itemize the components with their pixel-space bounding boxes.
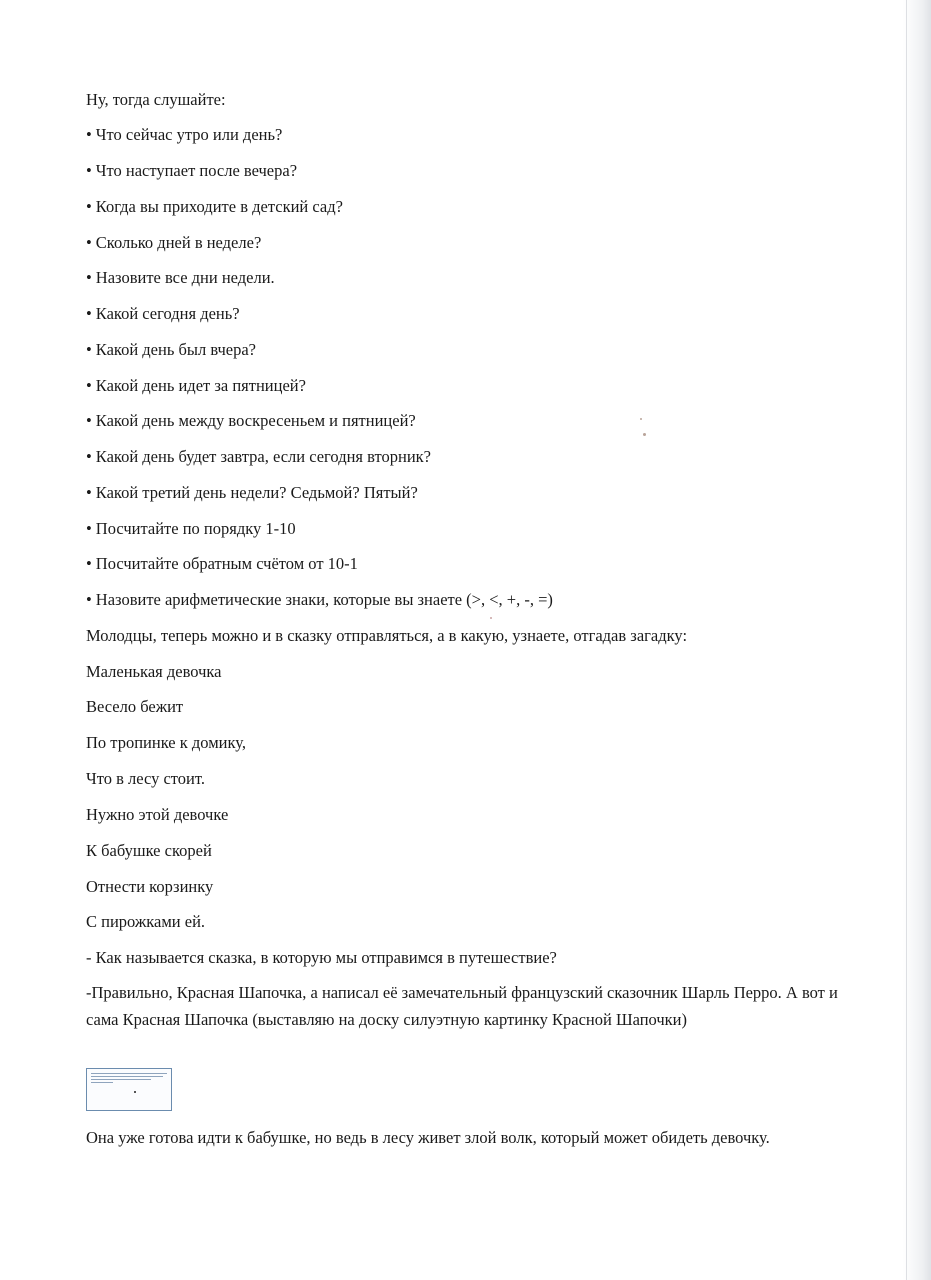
question-item xyxy=(86,590,553,610)
question-item xyxy=(86,304,240,324)
thumbnail-text-line xyxy=(91,1082,113,1083)
riddle-line: Что в лесу стоит. xyxy=(86,769,205,788)
bullet-marker: • xyxy=(86,340,92,359)
riddle-line: К бабушке скорей xyxy=(86,841,212,860)
question-item xyxy=(86,233,261,253)
scan-speck xyxy=(640,418,642,420)
riddle-line: Нужно этой девочке xyxy=(86,805,229,824)
question-item xyxy=(86,554,358,574)
question-item xyxy=(86,125,282,145)
closing-paragraph: Она уже готова идти к бабушке, но ведь в лесу живет злой волк, который может обидеть девочку. xyxy=(86,1128,770,1147)
thumbnail-dot xyxy=(134,1091,136,1093)
bullet-marker: • xyxy=(86,161,92,180)
question-item xyxy=(86,447,431,467)
page-edge-line xyxy=(906,0,907,1280)
thumbnail-text-line xyxy=(91,1079,151,1080)
question-text: Назовите все дни недели. xyxy=(95,268,275,287)
question-text: Какой день идет за пятницей? xyxy=(95,376,306,395)
bullet-marker: • xyxy=(86,376,92,395)
embedded-image-thumbnail xyxy=(86,1068,172,1111)
thumbnail-text-line xyxy=(91,1076,163,1077)
question-line: - Как называется сказка, в которую мы отправимся в путешествие? xyxy=(86,948,557,967)
question-text: Что наступает после вечера? xyxy=(95,161,298,180)
bullet-marker: • xyxy=(86,197,92,216)
bullet-marker: • xyxy=(86,590,92,609)
bullet-marker: • xyxy=(86,304,92,323)
question-text: Какой сегодня день? xyxy=(95,304,240,323)
question-text: Какой день был вчера? xyxy=(95,340,256,359)
scan-speck xyxy=(490,617,492,619)
scan-speck xyxy=(643,433,646,436)
question-item xyxy=(86,268,275,288)
question-text: Что сейчас утро или день? xyxy=(95,125,283,144)
question-item xyxy=(86,483,418,503)
riddle-line: Отнести корзинку xyxy=(86,877,214,896)
riddle-intro: Молодцы, теперь можно и в сказку отправляться, а в какую, узнаете, отгадав загадку: xyxy=(86,626,688,645)
riddle-line: Весело бежит xyxy=(86,697,184,716)
bullet-marker: • xyxy=(86,125,92,144)
question-item xyxy=(86,411,416,431)
riddle-line: Маленькая девочка xyxy=(86,662,222,681)
bullet-marker: • xyxy=(86,411,92,430)
bullet-marker: • xyxy=(86,483,92,502)
question-item xyxy=(86,519,296,539)
question-text: Какой день между воскресеньем и пятницей? xyxy=(95,411,416,430)
question-item xyxy=(86,161,297,181)
bullet-marker: • xyxy=(86,268,92,287)
bullet-marker: • xyxy=(86,233,92,252)
question-item xyxy=(86,376,306,396)
bullet-marker: • xyxy=(86,554,92,573)
page-edge-shadow xyxy=(903,0,931,1280)
question-text: Сколько дней в неделе? xyxy=(95,233,262,252)
bullet-marker: • xyxy=(86,447,92,466)
question-text: Посчитайте по порядку 1-10 xyxy=(95,519,296,538)
answer-paragraph: -Правильно, Красная Шапочка, а написал её замечательный французский сказочник Шарль Перро. А вот и сама Красная Шапочка (выставляю на доску силуэтную картинку Красной Шапочки) xyxy=(86,983,838,1029)
intro-line: Ну, тогда слушайте: xyxy=(86,90,226,109)
question-text: Какой день будет завтра, если сегодня вторник? xyxy=(95,447,432,466)
thumbnail-text-line xyxy=(91,1073,167,1074)
question-text: Назовите арифметические знаки, которые вы знаете (>, <, +, -, =) xyxy=(95,590,553,609)
question-text: Какой третий день недели? Седьмой? Пятый? xyxy=(95,483,418,502)
bullet-marker: • xyxy=(86,519,92,538)
question-item xyxy=(86,197,343,217)
question-item xyxy=(86,340,256,360)
question-text: Когда вы приходите в детский сад? xyxy=(95,197,343,216)
riddle-line: По тропинке к домику, xyxy=(86,733,246,752)
question-text: Посчитайте обратным счётом от 10-1 xyxy=(95,554,358,573)
riddle-line: С пирожками ей. xyxy=(86,912,206,931)
